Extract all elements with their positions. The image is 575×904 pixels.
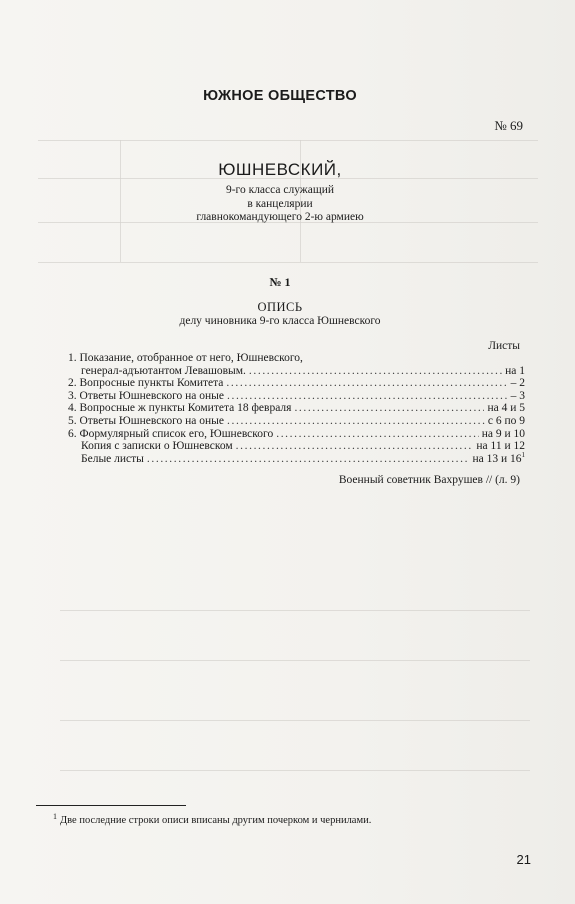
inventory-entry-text: 3. Ответы Юшневского на оные bbox=[68, 389, 225, 402]
footnote-divider bbox=[36, 805, 186, 806]
inventory-entry bbox=[68, 390, 525, 403]
dot-leader bbox=[294, 402, 484, 415]
inventory-entry-sheets-text: на 1 bbox=[505, 364, 525, 377]
inventory-entry-sheets bbox=[482, 428, 525, 441]
inventory-list bbox=[68, 352, 525, 465]
inventory-entry-sheets bbox=[487, 402, 525, 415]
inventory-entry-sheets bbox=[472, 450, 525, 466]
footnote-mark: 1 bbox=[53, 812, 57, 821]
page-number: 21 bbox=[516, 852, 531, 867]
inventory-entry bbox=[68, 402, 525, 415]
inventory-entry-sheets-text: на 13 и 16 bbox=[472, 452, 522, 465]
person-description-line: главнокомандующего 2-ю армиею bbox=[196, 211, 364, 223]
signature-line: Военный советник Вахрушев // (л. 9) bbox=[338, 474, 520, 486]
inventory-entry-sheets-text: на 11 и 12 bbox=[476, 440, 525, 453]
footnote-text: Две последние строки описи вписаны другим почерком и чернилами. bbox=[60, 815, 372, 826]
inventory-entry-text: 4. Вопросные ж пункты Комитета 18 февраля bbox=[68, 402, 292, 415]
bleed-through-rule bbox=[60, 720, 530, 721]
inventory-subtitle: делу чиновника 9-го класса Юшневского bbox=[179, 315, 381, 327]
dot-leader bbox=[147, 453, 470, 466]
inventory-entry-sheets-text: на 4 и 5 bbox=[487, 402, 525, 415]
bleed-through-rule bbox=[60, 660, 530, 661]
inventory-entry-text: генерал-адъютантом Левашовым. bbox=[81, 364, 246, 377]
dot-leader bbox=[226, 377, 507, 390]
inventory-entry-sheets bbox=[488, 415, 525, 428]
document-number: № 69 bbox=[494, 118, 523, 133]
dot-leader bbox=[276, 428, 478, 441]
dot-leader bbox=[227, 390, 508, 403]
bleed-through-rule bbox=[60, 770, 530, 771]
inventory-entry-text: 2. Вопросные пункты Комитета bbox=[68, 377, 224, 390]
inventory-entry bbox=[68, 377, 525, 390]
inventory-entry-sheets-text: с 6 по 9 bbox=[487, 414, 525, 427]
inventory-entry bbox=[68, 440, 525, 453]
bleed-through-rule bbox=[38, 262, 538, 263]
sheets-column-header: Листы bbox=[488, 340, 520, 352]
footnote bbox=[53, 812, 540, 826]
inventory-entry-sheets-text: на 9 и 10 bbox=[481, 427, 525, 440]
inventory-entry bbox=[68, 415, 525, 428]
inventory-entry bbox=[68, 352, 525, 365]
section-title: ЮЖНОЕ ОБЩЕСТВО bbox=[203, 88, 357, 104]
dot-leader bbox=[249, 365, 502, 378]
bleed-through-rule bbox=[38, 140, 538, 141]
inventory-entry-sheets-text: – 3 bbox=[510, 389, 525, 402]
inventory-entry bbox=[68, 450, 525, 466]
bleed-through-rule bbox=[60, 610, 530, 611]
inventory-entry-text: 5. Ответы Юшневского на оные bbox=[68, 414, 225, 427]
inventory-entry-sheets bbox=[476, 440, 525, 453]
person-name: ЮШНЕВСКИЙ, bbox=[218, 160, 342, 179]
inventory-entry-sheets bbox=[511, 377, 525, 390]
person-description bbox=[0, 184, 560, 225]
inventory-entry-text: Белые листы bbox=[81, 452, 144, 465]
inventory-entry-text: 1. Показание, отобранное от него, Юшневского, bbox=[68, 352, 303, 364]
footnote-reference: 1 bbox=[521, 450, 525, 459]
inventory-entry bbox=[68, 428, 525, 441]
inventory-entry bbox=[68, 365, 525, 378]
inventory-entry-sheets-text: – 2 bbox=[510, 377, 525, 390]
dot-leader bbox=[227, 415, 485, 428]
person-description-line: в канцелярии bbox=[247, 197, 313, 210]
item-number: № 1 bbox=[269, 275, 291, 289]
inventory-title: ОПИСЬ bbox=[257, 300, 303, 314]
inventory-entry-sheets bbox=[511, 390, 525, 403]
inventory-entry-text: Копия с записки о Юшневском bbox=[81, 440, 233, 453]
dot-leader bbox=[236, 440, 474, 453]
inventory-entry-sheets bbox=[505, 365, 525, 378]
person-description-line: 9-го класса служащий bbox=[225, 184, 335, 196]
inventory-entry-text: 6. Формулярный список его, Юшневского bbox=[68, 427, 274, 440]
